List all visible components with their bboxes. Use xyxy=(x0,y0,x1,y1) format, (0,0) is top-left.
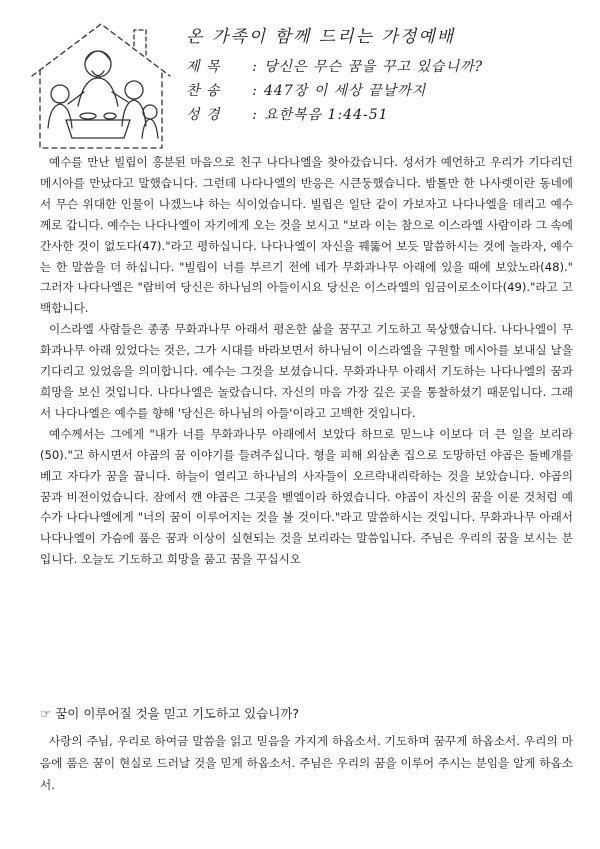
hymn-value: 447장 이 세상 끝날까지 xyxy=(264,83,427,99)
subject-label: 제 목 xyxy=(186,59,221,75)
family-worship-illustration xyxy=(26,16,176,154)
hymn-separator: : xyxy=(252,83,258,99)
pointing-hand-icon: ☞ xyxy=(40,706,52,721)
closing-prayer xyxy=(40,730,573,796)
sermon-body xyxy=(40,152,573,570)
prayer-text: 사랑의 주님, 우리로 하여금 말씀을 읽고 믿음을 가지게 하옵소서. 기도하며 꿈꾸게 하옵소서. 우리의 마음에 품은 꿈이 현실로 드러날 것을 믿게 하옵소서. 주님은 우리의 꿈을 이루어 주시는 분임을 알게 하옵소서. xyxy=(40,734,573,792)
sermon-paragraph-2: 이스라엘 사람들은 종종 무화과나무 아래서 평온한 삶을 꿈꾸고 기도하고 묵상했습니다. 나다나엘이 무화과나무 아래 있었다는 것은, 그가 시대를 바라보면서 하나님이 이스라엘을 구원할 메시아를 보내실 날을 기다리고 있었음을 의미합니다. 예수는 그것을 보셨습니다. 무화과나무 아래서 기도하는 나다나엘의 꿈과 희망을 보신 것입니다. 나다나엘은 놀랐습니다. 자신의 마음 가장 깊은 곳을 통찰하셨기 때문입니다. 그래서 나다나엘은 예수를 향해 '당신은 하나님의 아들'이라고 고백한 것입니다. xyxy=(40,322,573,420)
sermon-paragraph-1: 예수를 만난 빌립이 흥분된 마음으로 친구 나다나엘을 찾아갔습니다. 성서가 예언하고 우리가 기다리던 메시아를 만났다고 말했습니다. 그런데 나다나엘의 반응은 시큰둥했습니다. 밤톨만 한 나사렛이란 동네에서 무슨 위대한 인물이 나겠느냐 하는 식이었습니다. 빌립은 일단 같이 가보자고 나다나엘을 데리고 예수께로 갑니다. 예수는 나다나엘이 자기에게 오는 것을 보시고 "보라 이는 참으로 이스라엘 사람이라 그 속에 간사한 것이 없도다(47)."라고 평하십니다. 나다나엘이 자신을 꿰뚫어 보듯 말씀하시는 것에 놀라자, 예수는 한 말씀을 더 하십니다. "빌립이 너를 부르기 전에 네가 무화과나무 아래에 있을 때에 보았노라(48)." 그러자 나다나엘은 "랍비여 당신은 하나님의 아들이시요 당신은 이스라엘의 임금이로소이다(49)."라고 고백합니다. xyxy=(40,155,573,316)
reflection-question xyxy=(40,704,299,722)
worship-title: 온 가족이 함께 드리는 가정예배 xyxy=(186,27,456,47)
scripture-label: 성 경 xyxy=(186,107,221,123)
hymn-line xyxy=(186,80,586,100)
scripture-line xyxy=(186,104,586,124)
question-text: 꿈이 이루어질 것을 믿고 기도하고 있습니까? xyxy=(55,706,300,721)
sermon-paragraph-3: 예수께서는 그에게 "내가 너를 무화과나무 아래에서 보았다 하므로 믿느냐 이보다 더 큰 일을 보리라(50)."고 하시면서 야곱의 꿈 이야기를 들려주십니다. 형을 피해 외삼촌 집으로 도망하던 야곱은 돌베개를 베고 자다가 꿈을 꿉니다. 하늘이 열리고 하나님의 사자들이 오르락내리락하는 것을 보았습니다. 야곱의 꿈과 비전이었습니다. 잠에서 깬 야곱은 그곳을 벧엘이라 하였습니다. 야곱이 자신의 꿈을 이룬 것처럼 예수가 나다나엘에게 "너의 꿈이 이루어지는 것을 볼 것이다."라고 말씀하시는 것입니다. 무화과나무 아래서 나다나엘이 가슴에 품은 꿈과 이상이 실현되는 것을 보리라는 말씀입니다. 주님은 우리의 꿈을 보시는 분입니다. 오늘도 기도하고 희망을 품고 꿈을 꾸십시오 xyxy=(40,426,573,567)
hymn-label: 찬 송 xyxy=(186,83,221,99)
scripture-value: 요한복음 1:44-51 xyxy=(264,107,389,123)
subject-separator: : xyxy=(252,59,258,75)
subject-value: 당신은 무슨 꿈을 꾸고 있습니까? xyxy=(264,59,484,75)
scripture-separator: : xyxy=(252,107,258,123)
subject-line xyxy=(186,56,586,76)
